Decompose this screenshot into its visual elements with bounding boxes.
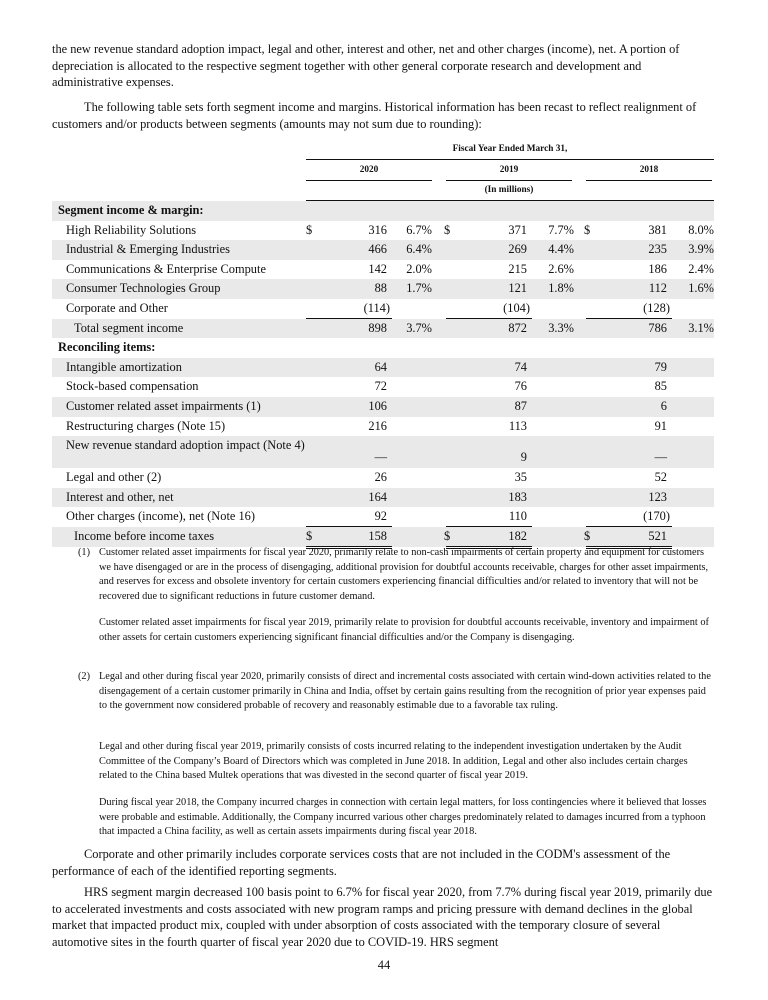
value-2018: — (654, 450, 667, 465)
value-2020: 164 (368, 489, 387, 504)
margin-2018: 3.9% (688, 242, 714, 257)
currency-sign: $ (444, 222, 451, 237)
row-label: Legal and other (2) (66, 470, 162, 485)
footnote-text: Customer related asset impairments for fiscal year 2019, primarily relate to provision for doubtful accounts receivable, inventory and impairment of other assets for certain customers experiencing significant financial difficulties and/or the Company is disengaging. (99, 617, 709, 643)
value-2019: 74 (514, 359, 527, 374)
footnote-text: Customer related asset impairments for fiscal year 2020, primarily relate to non-cash impairments of certain property and equipment for customers we have disengaged or are in the process of disengaging, additional provision for doubtful accounts receivable, charges for other asset impairments, and reserves for excess and obsolete inventory for certain customers experiencing financial difficulties and/or related to inventory that will not be recovered due to significant reductions in future customer demand. (99, 547, 709, 602)
table-row (52, 507, 714, 527)
margin-2019: 2.6% (548, 261, 574, 276)
table-header-units (52, 181, 714, 201)
year-2019-header: 2019 (499, 165, 519, 175)
row-label: Customer related asset impairments (1) (66, 398, 261, 413)
row-label: Intangible amortization (66, 359, 182, 374)
value-2019: 35 (514, 470, 527, 485)
footnote-text: Legal and other during fiscal year 2020, primarily consists of direct and incremental costs associated with certain wind-down activities related to the disengagement of a certain customer primarily in China and India, offset by certain gains resulting from the recognition of prior year expenses paid to the government now considered probable of recovery and reasonably estimable due to a favorable tax ruling. (99, 671, 711, 712)
row-label: Stock-based compensation (66, 379, 199, 394)
table-row (52, 468, 714, 488)
value-2018: 235 (648, 242, 667, 257)
table-header-period (52, 141, 714, 161)
currency-sign: $ (444, 528, 451, 543)
margin-2019: 3.3% (548, 320, 574, 335)
value-2019: 215 (508, 261, 527, 276)
section-header-row (52, 201, 714, 221)
value-2020: 466 (368, 242, 387, 257)
table-row (52, 377, 714, 397)
margin-2019: 4.4% (548, 242, 574, 257)
row-label: Interest and other, net (66, 489, 174, 504)
value-2018: 381 (648, 222, 667, 237)
value-2020: 72 (374, 379, 387, 394)
value-2020: 898 (368, 320, 387, 335)
margin-2020: 1.7% (406, 281, 432, 296)
value-2018: (170) (643, 509, 670, 524)
value-2019: 182 (508, 528, 527, 543)
value-2019: (104) (503, 300, 530, 315)
value-2020: 92 (374, 509, 387, 524)
value-2019: 183 (508, 489, 527, 504)
margin-2020: 3.7% (406, 320, 432, 335)
currency-sign: $ (584, 528, 591, 543)
year-2018-header: 2018 (639, 165, 659, 175)
table-row (52, 358, 714, 378)
value-2018: 52 (654, 470, 667, 485)
year-2020-header: 2020 (359, 165, 379, 175)
footnote-text: Legal and other during fiscal year 2019, primarily consists of costs incurred relating to the independent investigation undertaken by the Audit Committee of the Company’s Board of Directors which was completed in June 2018. In addition, Legal and other also includes certain charges related to the China based Multek operations that was divested in the second quarter of fiscal year 2019. (99, 741, 688, 782)
section-header-row (52, 338, 714, 358)
value-2020: 88 (374, 281, 387, 296)
value-2019: 110 (508, 509, 527, 524)
table-row (52, 240, 714, 260)
table-row (52, 260, 714, 280)
value-2020: 142 (368, 261, 387, 276)
value-2018: 521 (648, 528, 667, 543)
value-2020: 158 (368, 528, 387, 543)
value-2018: 186 (648, 261, 667, 276)
row-label: Industrial & Emerging Industries (66, 242, 230, 257)
fiscal-year-header: Fiscal Year Ended March 31, (452, 144, 568, 154)
margin-2018: 2.4% (688, 261, 714, 276)
margin-2020: 2.0% (406, 261, 432, 276)
total-row (52, 319, 714, 339)
value-2018: 112 (648, 281, 667, 296)
footnote-marker: (2) (78, 671, 91, 682)
value-2020: 316 (368, 222, 387, 237)
page-number: 44 (377, 958, 391, 972)
income-row (52, 527, 714, 547)
corporate-paragraph: Corporate and other primarily includes corporate services costs that are not included in the CODM's assessment of the performance of each of the identified reporting segments. (52, 847, 671, 878)
value-2020: 64 (374, 359, 387, 374)
value-2019: 371 (508, 222, 527, 237)
value-2018: 123 (648, 489, 667, 504)
table-row (52, 488, 714, 508)
value-2020: — (374, 450, 387, 465)
segment-income-table (52, 141, 714, 547)
currency-sign: $ (306, 528, 313, 543)
margin-2018: 8.0% (688, 222, 714, 237)
table-row (52, 299, 714, 319)
row-label: New revenue standard adoption impact (Note 4) (66, 438, 305, 453)
table-intro-paragraph: The following table sets forth segment income and margins. Historical information has been recast to reflect realignment of customers and/or products between segments (amounts may not sum due to rounding): (52, 100, 697, 131)
currency-sign: $ (306, 222, 313, 237)
value-2018: 91 (654, 418, 667, 433)
value-2018: 6 (660, 398, 667, 413)
currency-sign: $ (584, 222, 591, 237)
value-2019: 87 (514, 398, 527, 413)
margin-2020: 6.4% (406, 242, 432, 257)
row-label: Consumer Technologies Group (66, 281, 221, 296)
row-label: Communications & Enterprise Compute (66, 261, 266, 276)
value-2020: (114) (363, 300, 390, 315)
value-2018: (128) (643, 300, 670, 315)
value-2020: 106 (368, 398, 387, 413)
table-row (52, 436, 714, 468)
table-row (52, 397, 714, 417)
margin-2018: 1.6% (688, 281, 714, 296)
units-label: (In millions) (484, 185, 534, 195)
intro-paragraph: the new revenue standard adoption impact, legal and other, interest and other, net and other charges (income), net. A portion of depreciation is allocated to the respective segment together with other general corporate research and development and administrative expenses. (52, 42, 680, 90)
value-2019: 121 (508, 281, 527, 296)
row-label: Other charges (income), net (Note 16) (66, 509, 255, 524)
section-title: Segment income & margin: (58, 203, 204, 217)
value-2018: 786 (648, 320, 667, 335)
value-2020: 26 (374, 470, 387, 485)
value-2019: 9 (520, 450, 527, 465)
row-label: Total segment income (74, 320, 184, 335)
value-2019: 76 (514, 379, 527, 394)
row-label: High Reliability Solutions (66, 222, 197, 237)
value-2018: 79 (654, 359, 667, 374)
margin-2020: 6.7% (406, 222, 432, 237)
footnote-marker: (1) (78, 547, 91, 558)
row-label: Income before income taxes (74, 528, 215, 543)
margin-2019: 7.7% (548, 222, 574, 237)
row-label: Restructuring charges (Note 15) (66, 418, 226, 433)
table-header-years (52, 161, 714, 181)
margin-2018: 3.1% (688, 320, 714, 335)
hrs-paragraph: HRS segment margin decreased 100 basis point to 6.7% for fiscal year 2020, from 7.7% during fiscal year 2019, primarily due to accelerated investments and costs associated with new program ramps and pricing pressure with demand declines in the global market that impacted product mix, coupled with under absorption of costs associated with the temporary closure of several automotive sites in the fourth quarter of fiscal year 2020 due to COVID-19. HRS segment (52, 885, 713, 949)
value-2019: 872 (508, 320, 527, 335)
header-rule (306, 159, 714, 160)
value-2018: 85 (654, 379, 667, 394)
table-row (52, 417, 714, 437)
table-row (52, 221, 714, 241)
footnote-text: During fiscal year 2018, the Company incurred charges in connection with certain legal matters, for loss contingencies where it believed that losses were probable and estimable. Additionally, the Company incurred various other charges predominately related to damages incurred from a typhoon that impacted a China facility, as well as certain assets impairments during fiscal year 2018. (99, 797, 707, 838)
table-row (52, 279, 714, 299)
section-title: Reconciling items: (58, 340, 156, 355)
row-label: Corporate and Other (66, 300, 168, 315)
margin-2019: 1.8% (548, 281, 574, 296)
value-2020: 216 (368, 418, 387, 433)
value-2019: 269 (508, 242, 527, 257)
value-2019: 113 (508, 418, 527, 433)
